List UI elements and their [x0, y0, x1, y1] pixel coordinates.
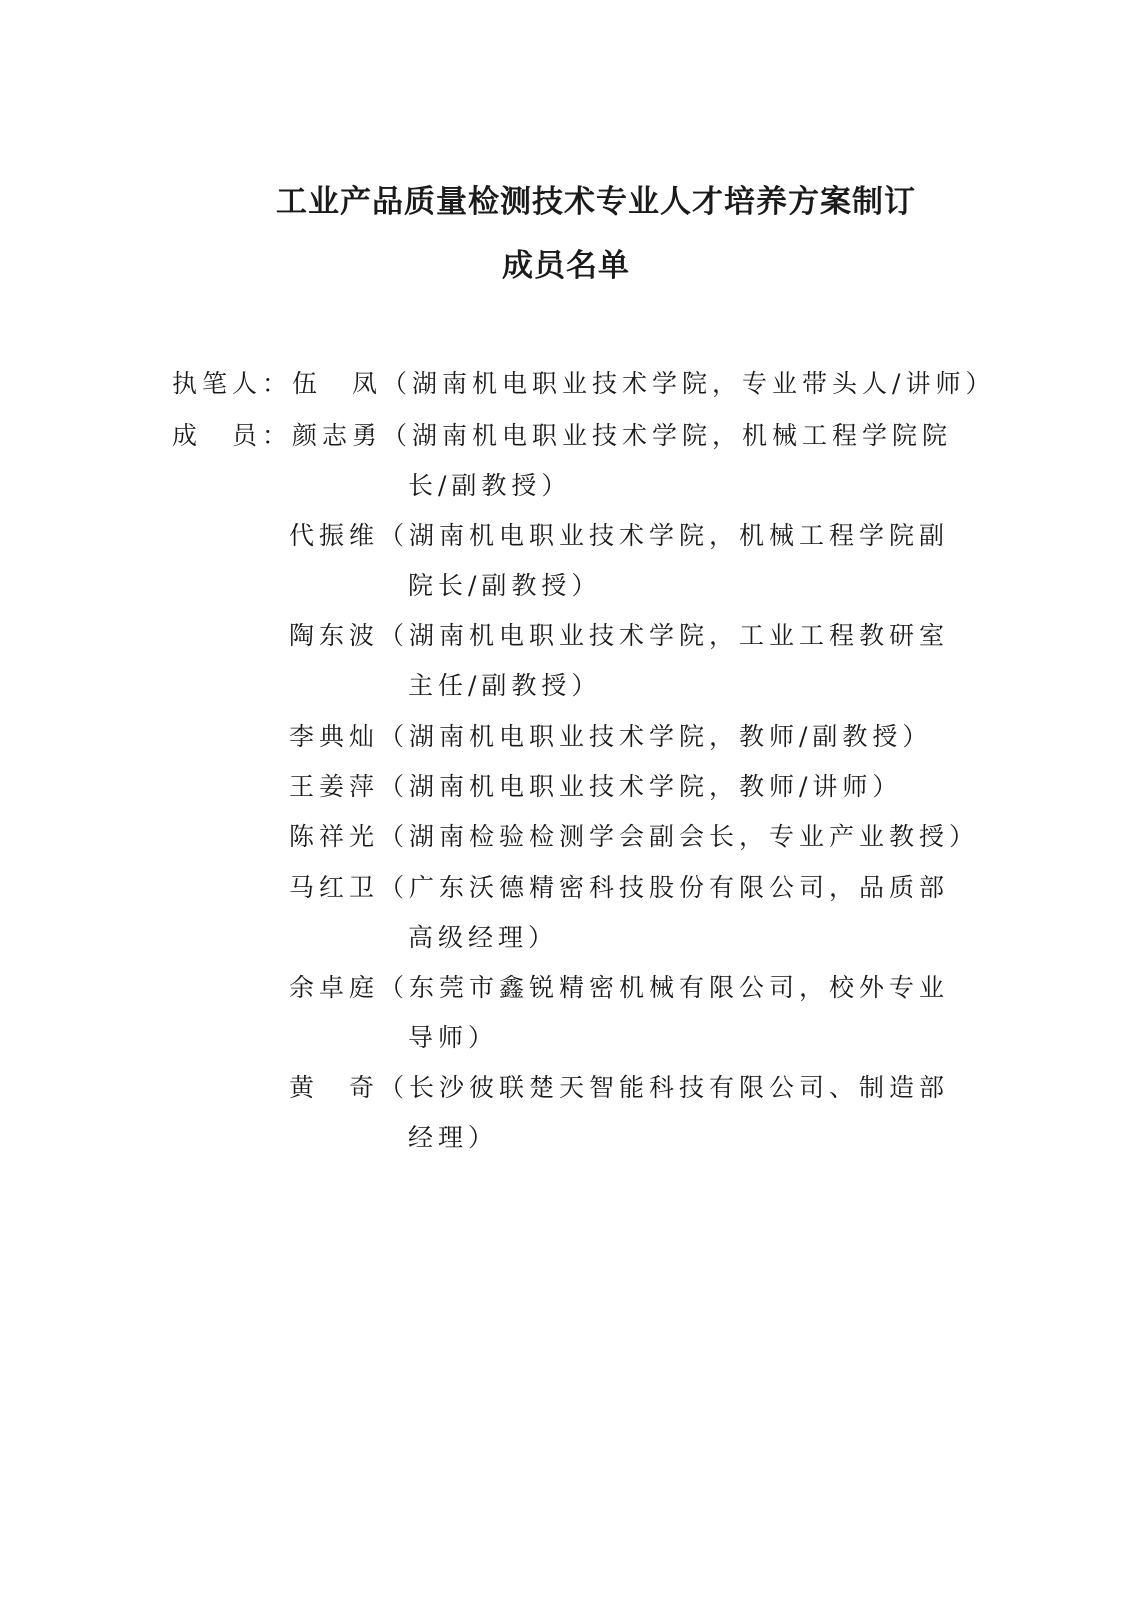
members-label: 成 员： [172, 421, 293, 450]
member-entry-continued: 院长/副教授） [408, 571, 602, 600]
member-entry: 陶东波（湖南机电职业技术学院，工业工程教研室 [289, 621, 950, 650]
author-line [172, 366, 995, 402]
member-entry: 陈祥光（湖南检验检测学会副会长，专业产业教授） [289, 822, 980, 851]
member-entry-continued: 导师） [408, 1023, 499, 1052]
member-entry: 余卓庭（东莞市鑫锐精密机械有限公司，校外专业 [289, 973, 950, 1002]
members-line [172, 418, 952, 454]
member-entry-continued: 高级经理） [408, 923, 559, 952]
member-entry-continued: 经理） [408, 1123, 499, 1152]
author-entry: 伍 凤（湖南机电职业技术学院，专业带头人/讲师） [292, 369, 996, 398]
member-entry: 李典灿（湖南机电职业技术学院，教师/副教授） [289, 722, 933, 751]
member-entry: 王姜萍（湖南机电职业技术学院，教师/讲师） [289, 772, 903, 801]
member-entry: 颜志勇（湖南机电职业技术学院，机械工程学院院 [292, 421, 953, 450]
author-label: 执笔人： [172, 369, 293, 398]
member-entry: 黄 奇（长沙彼联楚天智能科技有限公司、制造部 [289, 1073, 950, 1102]
member-entry-continued: 主任/副教授） [408, 671, 602, 700]
member-entry-continued: 长/副教授） [408, 471, 572, 500]
member-entry: 马红卫（广东沃德精密科技股份有限公司，品质部 [289, 873, 950, 902]
document-title: 工业产品质量检测技术专业人才培养方案制订 [276, 184, 916, 220]
member-entry: 代振维（湖南机电职业技术学院，机械工程学院副 [289, 521, 950, 550]
document-subtitle: 成员名单 [502, 248, 630, 284]
